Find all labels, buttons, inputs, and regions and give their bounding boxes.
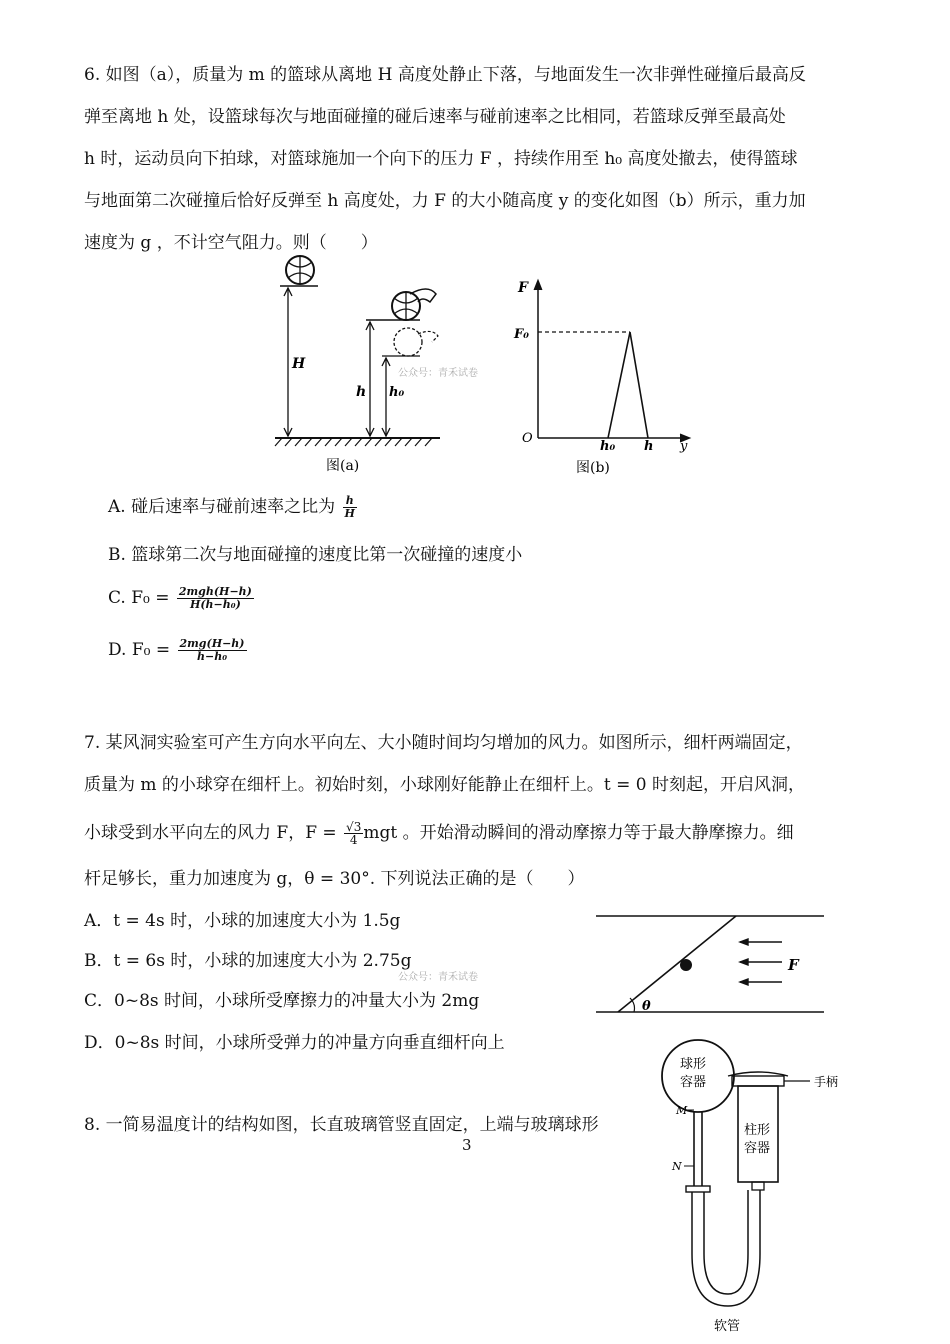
label-F: F xyxy=(518,280,528,296)
cylinder-label-2: 容器 xyxy=(744,1141,771,1156)
q6-option-d-text: D. F₀ = xyxy=(108,640,171,660)
q7-option-d[interactable]: D．0~8s 时间，小球所受弹力的冲量方向垂直细杆向上 xyxy=(84,1033,505,1053)
figure-wind-tunnel xyxy=(590,900,830,1020)
q7-line-2: 质量为 m 的小球穿在细杆上。初始时刻，小球刚好能静止在细杆上。t = 0 时刻起，开启风洞， xyxy=(84,775,806,795)
q6-line-1: 6. 如图（a），质量为 m 的篮球从离地 H 高度处静止下落，与地面发生一次非弹性碰撞后最高反 xyxy=(84,65,806,85)
caption-fig-a: 图(a) xyxy=(326,458,360,474)
q8-line-1: 8. 一简易温度计的结构如图，长直玻璃管竖直固定，上端与玻璃球形 xyxy=(84,1115,599,1135)
fraction-option-d: $\frac{2mg(H-h)}{\text{h−h₀}}$ xyxy=(179,637,245,663)
cylinder-label-1: 柱形 xyxy=(744,1123,771,1138)
q6-option-a[interactable] xyxy=(108,492,357,520)
sphere-label-2: 容器 xyxy=(680,1075,707,1090)
q7-option-a[interactable]: A．t = 4s 时，小球的加速度大小为 1.5g xyxy=(84,911,401,931)
watermark-2: 公众号：青禾试卷 xyxy=(398,972,478,983)
q6-option-c-text: C. F₀ = xyxy=(108,588,170,608)
label-y: y xyxy=(680,439,688,454)
q6-line-2: 弹至离地 h 处，设篮球每次与地面碰撞的碰后速率与碰前速率之比相同，若篮球反弹至最高处 xyxy=(84,107,786,127)
q7-line-4: 杆足够长，重力加速度为 g，θ = 30°. 下列说法正确的是（ ） xyxy=(84,869,585,889)
handle-label: 手柄 xyxy=(814,1075,839,1089)
q6-option-a-text: A. 碰后速率与碰前速率之比为 xyxy=(108,497,336,517)
label-O: O xyxy=(522,431,533,446)
fraction-option-c: $\frac{\text{2mgh(H−h)}}{\text{H(h−h₀)}}$ xyxy=(178,585,252,611)
page-number: 3 xyxy=(462,1136,472,1154)
fraction-h-over-H: $\frac{h}{H}$ xyxy=(344,494,355,520)
q6-line-5: 速度为 g ，不计空气阻力。则（ ） xyxy=(84,233,378,253)
label-H: H xyxy=(292,356,306,372)
label-F0: F₀ xyxy=(514,327,529,342)
q6-option-b[interactable]: B. 篮球第二次与地面碰撞的速度比第一次碰撞的速度小 xyxy=(108,545,523,565)
q6-option-d[interactable] xyxy=(108,638,247,663)
label-h-axis: h xyxy=(644,439,654,454)
caption-fig-b: 图(b) xyxy=(576,460,610,476)
label-h: h xyxy=(356,384,367,400)
q7-line-1: 7. 某风洞实验室可产生方向水平向左、大小随时间均匀增加的风力。如图所示，细杆两端固定， xyxy=(84,733,803,753)
fraction-root3-over-4: $\frac{√3}{4}$ xyxy=(346,820,362,847)
q7-line-3 xyxy=(84,818,794,846)
q7-option-c[interactable]: C．0~8s 时间，小球所受摩擦力的冲量大小为 2mg xyxy=(84,991,480,1011)
q7-line-3-end: mgt 。开始滑动瞬间的滑动摩擦力等于最大静摩擦力。细 xyxy=(363,823,794,843)
figure-thermometer xyxy=(650,1034,850,1340)
q7-option-b[interactable]: B．t = 6s 时，小球的加速度大小为 2.75g xyxy=(84,951,412,971)
q6-line-4: 与地面第二次碰撞后恰好反弹至 h 高度处，力 F 的大小随高度 y 的变化如图（b）所示，重力加 xyxy=(84,191,806,211)
label-M: M xyxy=(676,1104,688,1117)
label-F-wind: F xyxy=(788,956,799,974)
q6-option-c[interactable] xyxy=(108,586,254,611)
hose-label: 软管 xyxy=(714,1319,741,1334)
label-theta: θ xyxy=(642,999,651,1014)
q7-line-3-start: 小球受到水平向左的风力 F，F = xyxy=(84,823,343,843)
sphere-label-1: 球形 xyxy=(680,1057,707,1072)
label-h0-axis: h₀ xyxy=(600,439,616,454)
watermark-1: 公众号：青禾试卷 xyxy=(398,368,478,379)
label-N: N xyxy=(672,1160,682,1173)
figure-b-force-graph xyxy=(508,270,698,480)
label-h0: h₀ xyxy=(389,385,405,400)
q6-line-3: h 时，运动员向下拍球，对篮球施加一个向下的压力 F ，持续作用至 h₀ 高度处撤去，使得篮球 xyxy=(84,149,798,169)
